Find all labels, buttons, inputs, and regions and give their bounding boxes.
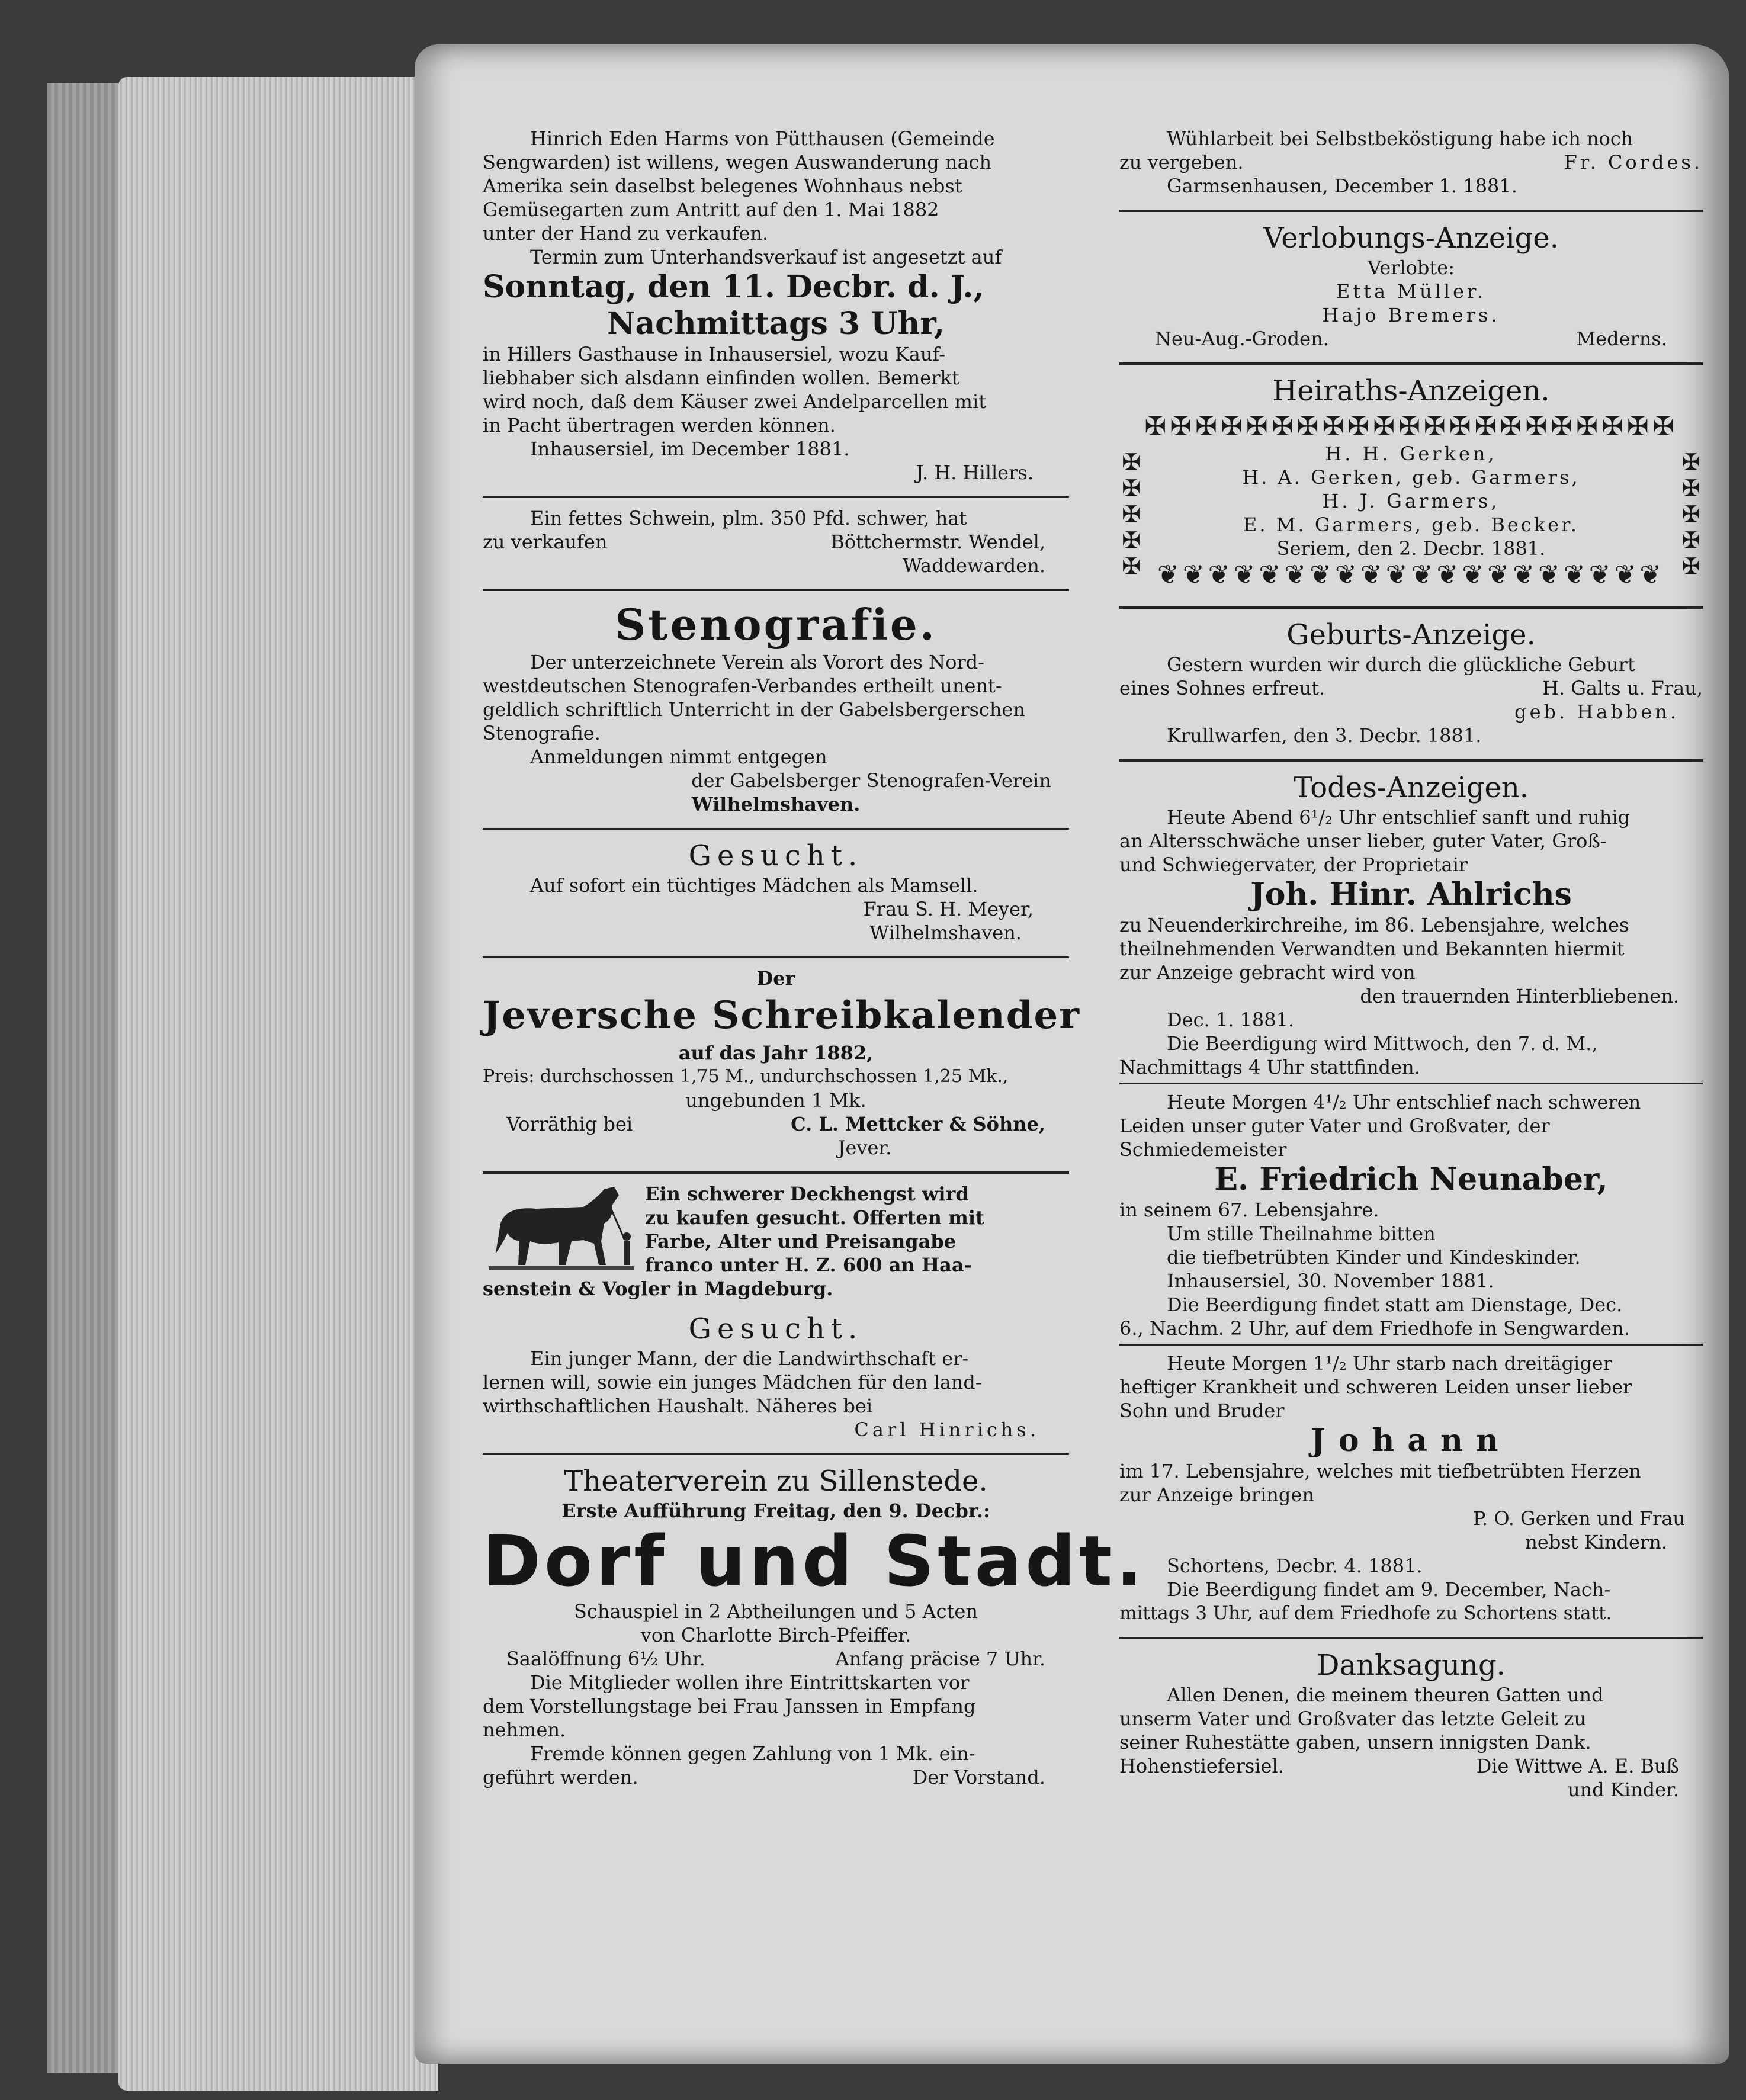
signature: geb. Habben. <box>1514 701 1679 723</box>
text-line <box>1119 676 1703 700</box>
text-line <box>483 1647 1069 1671</box>
left-column <box>483 124 1146 1797</box>
text-line: Die Beerdigung wird Mittwoch, den 7. d. M., <box>1167 1032 1598 1055</box>
ad-harms-house-sale <box>483 124 1069 493</box>
name-line: E. M. Garmers, geb. Becker. <box>1243 513 1579 536</box>
signature: P. O. Gerken und Frau <box>1472 1507 1685 1530</box>
ad-title: Jeversche Schreibkalender <box>483 993 1080 1038</box>
signature: nebst Kindern. <box>1525 1531 1667 1553</box>
divider <box>483 496 1069 498</box>
name-line: Hajo Bremers. <box>1322 304 1500 326</box>
text-line: Stenografie. <box>483 722 601 744</box>
place-date: Inhausersiel, im December 1881. <box>530 438 850 460</box>
signature: der Gabelsberger Stenografen-Verein <box>691 769 1051 792</box>
text-line: ungebunden 1 Mk. <box>685 1089 866 1112</box>
text-line: Gemüsegarten zum Antritt auf den 1. Mai 1882 <box>483 198 939 221</box>
text-line: Ein junger Mann, der die Landwirthschaft er- <box>530 1347 969 1370</box>
divider <box>483 1453 1069 1455</box>
text-part: eines Sohnes erfreut. <box>1119 677 1325 699</box>
ad-wanted-farmhand <box>483 1309 1069 1450</box>
place-date: Schortens, Decbr. 4. 1881. <box>1167 1555 1423 1577</box>
text-line: 6., Nachm. 2 Uhr, auf dem Friedhofe in Sengwarden. <box>1119 1317 1630 1340</box>
ad-title: Gesucht. <box>688 839 864 872</box>
divider <box>1119 362 1703 365</box>
ad-title: Theaterverein zu Sillenstede. <box>564 1465 988 1498</box>
text-line: in Hillers Gasthause in Inhausersiel, wozu Kauf- <box>483 343 945 365</box>
text-line: Erste Aufführung Freitag, den 9. Decbr.: <box>561 1499 990 1522</box>
ad-title: Verlobungs-Anzeige. <box>1263 221 1559 255</box>
book-cover-edge <box>47 83 130 2073</box>
ad-title: Stenografie. <box>615 599 937 650</box>
signature: J. H. Hillers. <box>916 461 1034 484</box>
text-line: Allen Denen, die meinem theuren Gatten und <box>1167 1684 1604 1706</box>
text-line: Anmeldungen nimmt entgegen <box>530 746 827 768</box>
horse-illustration-icon <box>483 1182 637 1277</box>
text-line: Heute Abend 6¹/₂ Uhr entschlief sanft und ruhig <box>1167 806 1631 829</box>
deceased-name: E. Friedrich Neunaber, <box>1214 1161 1608 1197</box>
deceased-name: Joh. Hinr. Ahlrichs <box>1250 876 1572 913</box>
deceased-name: Johann <box>1311 1423 1511 1459</box>
text-line: in seinem 67. Lebensjahre. <box>1119 1199 1379 1221</box>
divider <box>483 1171 1069 1174</box>
text-line <box>483 1112 1069 1136</box>
place-date: Garmsenhausen, December 1. 1881. <box>1167 175 1517 197</box>
text-line: Fremde können gegen Zahlung von 1 Mk. ein- <box>530 1742 975 1765</box>
ornament-border-icon: ✠✠✠✠✠✠✠✠✠✠✠✠✠✠✠✠✠✠✠✠✠ <box>1144 412 1678 442</box>
signature: die tiefbetrübten Kinder und Kindeskinder. <box>1167 1246 1581 1269</box>
divider <box>1119 1637 1703 1639</box>
text-line: Sohn und Bruder <box>1119 1399 1285 1422</box>
signature: und Kinder. <box>1568 1778 1679 1801</box>
ad-engagement <box>1119 218 1703 359</box>
play-title: Dorf und Stadt. <box>483 1520 1146 1602</box>
ad-kicker: Der <box>756 967 795 990</box>
text-line: franco unter H. Z. 600 an Haa- <box>645 1254 972 1276</box>
text-line <box>483 1765 1069 1789</box>
text-line: seiner Ruhestätte gaben, unsern innigsten Dank. <box>1119 1731 1591 1754</box>
right-column <box>1119 124 1703 1810</box>
text-line: geldlich schriftlich Unterricht in der Gabelsbergerschen <box>483 698 1025 721</box>
text-line: Termin zum Unterhandsverkauf ist angesetzt auf <box>530 246 1002 268</box>
text-line: Wühlarbeit bei Selbstbeköstigung habe ich noch <box>1167 127 1633 150</box>
text-line: Ein schwerer Deckhengst wird <box>645 1183 969 1205</box>
price-line: Preis: durchschossen 1,75 M., undurchschossen 1,25 Mk., <box>483 1066 1009 1087</box>
signature-place: Jever. <box>837 1136 892 1159</box>
ad-stenography <box>483 597 1069 824</box>
text-line: Amerika sein daselbst belegenes Wohnhaus nebst <box>483 175 962 197</box>
signature-place: Wilhelmshaven. <box>691 793 861 815</box>
divider <box>483 828 1069 830</box>
ad-title: Geburts-Anzeige. <box>1286 618 1536 651</box>
text-line: mittags 3 Uhr, auf dem Friedhofe zu Schortens statt. <box>1119 1603 1612 1624</box>
text-line: Der unterzeichnete Verein als Vorort des Nord- <box>530 651 984 673</box>
signature-place: Waddewarden. <box>902 554 1045 577</box>
place-date: Seriem, den 2. Decbr. 1881. <box>1276 537 1546 560</box>
text-part: geführt werden. <box>483 1766 638 1788</box>
text-line: in Pacht übertragen werden können. <box>483 414 836 436</box>
text-line: Die Mitglieder wollen ihre Eintrittskarten vor <box>530 1671 970 1694</box>
text-part: Hohenstiefersiel. <box>1119 1755 1284 1777</box>
text-line: zur Anzeige gebracht wird von <box>1119 961 1416 984</box>
text-line: Leiden unser guter Vater und Großvater, der <box>1119 1115 1550 1137</box>
ad-title: Danksagung. <box>1317 1649 1506 1682</box>
text-line: zu Neuenderkirchreihe, im 86. Lebensjahre, welches <box>1119 914 1629 936</box>
divider <box>1119 1083 1703 1084</box>
ad-thanks <box>1119 1645 1703 1810</box>
text-part: Saalöffnung 6½ Uhr. <box>506 1648 705 1670</box>
text-line: Ein fettes Schwein, plm. 350 Pfd. schwer, hat <box>530 507 967 529</box>
ornament-border-icon: ❦❦❦❦❦❦❦❦❦❦❦❦❦❦❦❦❦❦❦❦ <box>1157 560 1665 590</box>
text-line: unter der Hand zu verkaufen. <box>483 222 769 245</box>
text-line <box>1119 150 1703 174</box>
text-line: Um stille Theilnahme bitten <box>1167 1222 1436 1245</box>
divider <box>1119 759 1703 762</box>
text-line: von Charlotte Birch-Pfeiffer. <box>640 1624 911 1646</box>
text-line: an Altersschwäche unser lieber, guter Vater, Groß- <box>1119 830 1607 852</box>
ad-labour <box>1119 124 1703 206</box>
name-line: H. A. Gerken, geb. Garmers, <box>1242 466 1580 489</box>
divider <box>1119 1344 1703 1346</box>
signature: Carl Hinrichs. <box>854 1418 1039 1441</box>
text-line: Heute Morgen 4¹/₂ Uhr entschlief nach schweren <box>1167 1091 1641 1113</box>
ornament-border-icon: ✠ ✠ ✠ ✠ ✠ <box>1681 449 1700 579</box>
ornamental-frame <box>1119 412 1703 590</box>
text-part: zu verkaufen <box>483 531 608 553</box>
place-date: Inhausersiel, 30. November 1881. <box>1167 1270 1494 1292</box>
text-line: senstein & Vogler in Magdeburg. <box>483 1277 833 1300</box>
signature: Fr. Cordes. <box>1564 151 1703 174</box>
signature: Frau S. H. Meyer, <box>863 898 1034 920</box>
text-line: Auf sofort ein tüchtiges Mädchen als Mamsell. <box>530 874 978 897</box>
ad-calendar <box>483 964 1080 1168</box>
ad-stallion-wanted <box>483 1180 1069 1309</box>
text-line: zur Anzeige bringen <box>1119 1484 1314 1506</box>
signature: Böttchermstr. Wendel, <box>830 531 1045 553</box>
text-line: Verlobte: <box>1368 256 1455 279</box>
ad-theatre <box>483 1461 1146 1797</box>
stallion-text <box>645 1182 1069 1277</box>
place-date: Dec. 1. 1881. <box>1167 1009 1295 1031</box>
ad-birth <box>1119 615 1703 756</box>
text-part: Neu-Aug.-Groden. <box>1155 327 1329 350</box>
ad-pig-for-sale <box>483 504 1069 586</box>
signature: den trauernden Hinterbliebenen. <box>1360 985 1679 1007</box>
place-date: Krullwarfen, den 3. Decbr. 1881. <box>1167 724 1482 747</box>
text-line: Nachmittags 4 Uhr stattfinden. <box>1119 1056 1420 1078</box>
signature: Der Vorstand. <box>912 1766 1045 1788</box>
text-line: Gestern wurden wir durch die glückliche Geburt <box>1167 653 1635 676</box>
text-line: unserm Vater und Großvater das letzte Geleit zu <box>1119 1707 1587 1730</box>
ad-title: Heiraths-Anzeigen. <box>1272 374 1550 407</box>
text-line: auf das Jahr 1882, <box>678 1042 874 1064</box>
text-line: Schmiedemeister <box>1119 1138 1287 1161</box>
text-line <box>1119 327 1703 351</box>
text-line: liebhaber sich alsdann einfinden wollen. Bemerkt <box>483 367 959 389</box>
text-line: westdeutschen Stenografen-Verbandes ertheilt unent- <box>483 675 1002 697</box>
divider <box>1119 606 1703 609</box>
text-line: Schauspiel in 2 Abtheilungen und 5 Acten <box>574 1600 978 1623</box>
divider <box>1119 210 1703 212</box>
divider <box>483 589 1069 591</box>
text-part: Anfang präcise 7 Uhr. <box>835 1648 1045 1670</box>
text-line: wirthschaftlichen Haushalt. Näheres bei <box>483 1395 873 1417</box>
name-line: Etta Müller. <box>1336 280 1487 303</box>
text-line: Farbe, Alter und Preisangabe <box>645 1230 957 1253</box>
text-part: Mederns. <box>1576 327 1667 350</box>
ornament-border-icon: ✠ ✠ ✠ ✠ ✠ <box>1122 449 1141 579</box>
text-line: zu kaufen gesucht. Offerten mit <box>645 1206 984 1229</box>
text-line: Hinrich Eden Harms von Pütthausen (Gemeinde <box>530 127 995 150</box>
name-line: H. J. Garmers, <box>1322 490 1500 512</box>
signature: Die Wittwe A. E. Buß <box>1476 1755 1679 1777</box>
ad-marriage <box>1119 371 1703 603</box>
text-line: Sengwarden) ist willens, wegen Auswanderung nach <box>483 151 992 174</box>
ad-title: Gesucht. <box>688 1312 864 1346</box>
text-line: Heute Morgen 1¹/₂ Uhr starb nach dreitägiger <box>1167 1352 1612 1375</box>
divider <box>483 956 1069 958</box>
text-part: Vorräthig bei <box>506 1113 633 1135</box>
text-line: dem Vorstellungstage bei Frau Janssen in Empfang <box>483 1695 976 1717</box>
text-line: Die Beerdigung findet statt am Dienstage, Dec. <box>1167 1293 1623 1316</box>
name-line: H. H. Gerken, <box>1325 442 1497 465</box>
text-line: Die Beerdigung findet am 9. December, Nach- <box>1167 1578 1611 1601</box>
ad-title: Todes-Anzeigen. <box>1293 771 1529 804</box>
text-line <box>483 530 1069 554</box>
text-line: heftiger Krankheit und schweren Leiden unser lieber <box>1119 1376 1632 1398</box>
stallion-block <box>483 1182 1069 1277</box>
text-part: zu vergeben. <box>1119 151 1244 174</box>
text-line: wird noch, daß dem Käuser zwei Andelparcellen mit <box>483 390 987 413</box>
ad-death-notices <box>1119 768 1703 1633</box>
text-line: lernen will, sowie ein junges Mädchen für den land- <box>483 1371 982 1393</box>
book-page-edges <box>118 77 438 2091</box>
sale-time: Nachmittags 3 Uhr, <box>606 306 945 342</box>
signature: C. L. Mettcker & Söhne, <box>791 1113 1045 1135</box>
signature-place: Wilhelmshaven. <box>869 921 1022 944</box>
sale-date: Sonntag, den 11. Decbr. d. J., <box>483 269 984 305</box>
ad-wanted-mamsell <box>483 836 1069 953</box>
text-line: theilnehmenden Verwandten und Bekannten hiermit <box>1119 937 1625 960</box>
text-line: im 17. Lebensjahre, welches mit tiefbetrübten Herzen <box>1119 1460 1641 1482</box>
signature: H. Galts u. Frau, <box>1542 677 1703 699</box>
text-line <box>1119 1754 1703 1778</box>
text-line: und Schwiegervater, der Proprietair <box>1119 853 1468 876</box>
text-line: nehmen. <box>483 1719 566 1741</box>
